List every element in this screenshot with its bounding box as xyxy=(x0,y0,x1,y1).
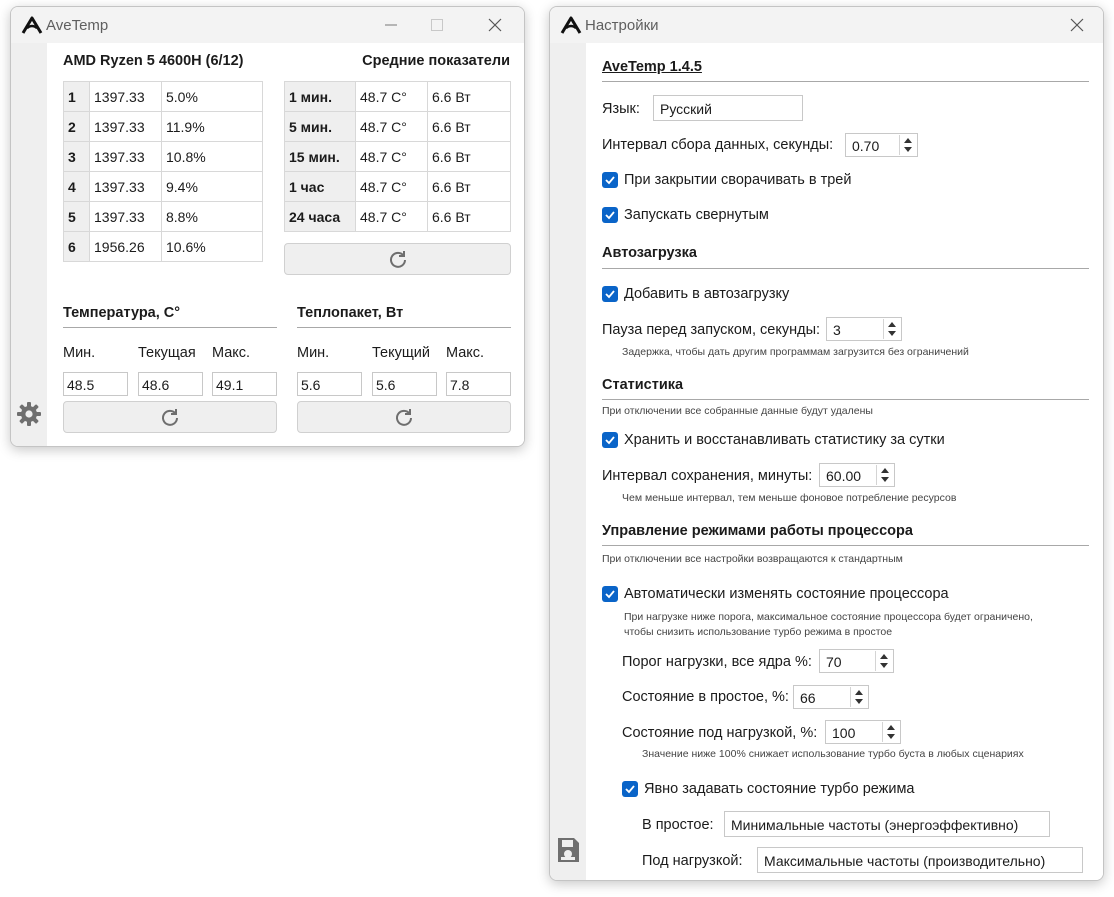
settings-close-button[interactable] xyxy=(1059,11,1104,39)
average-period: 5 мин. xyxy=(285,112,356,142)
auto-cpu-state-hint-line1: При нагрузке ниже порога, максимальное состояние процессора будет ограничено, xyxy=(624,611,1033,623)
interval-spin-arrows[interactable] xyxy=(899,135,915,155)
average-period: 24 часа xyxy=(285,202,356,232)
language-label: Язык: xyxy=(602,101,640,117)
power-reset-button[interactable] xyxy=(297,401,511,433)
start-minimized-checkbox[interactable] xyxy=(602,207,618,223)
refresh-icon xyxy=(394,407,414,427)
spin-up-icon[interactable] xyxy=(904,138,912,143)
spin-down-icon[interactable] xyxy=(855,699,863,704)
load-threshold-label: Порог нагрузки, все ядра %: xyxy=(622,654,812,670)
temp-min-label: Мин. xyxy=(63,345,96,361)
refresh-icon xyxy=(160,407,180,427)
auto-cpu-state-hint-line2: чтобы снизить использование турбо режима в простое xyxy=(624,626,893,638)
core-number: 1 xyxy=(64,82,90,112)
autostart-delay-value: 3 xyxy=(833,322,841,338)
idle-state-stepper[interactable] xyxy=(793,685,869,709)
main-window-title: AveTemp xyxy=(46,17,109,34)
temp-max-value: 49.1 xyxy=(212,372,277,396)
keep-statistics-checkbox[interactable] xyxy=(602,432,618,448)
cpu-name: AMD Ryzen 5 4600H (6/12) xyxy=(63,53,244,69)
spin-up-icon[interactable] xyxy=(887,725,895,730)
core-number: 4 xyxy=(64,172,90,202)
table-row xyxy=(64,172,263,202)
threshold-spin-arrows[interactable] xyxy=(875,651,891,671)
avetemp-logo-icon xyxy=(21,15,43,35)
minimize-to-tray-label: При закрытии сворачивать в трей xyxy=(624,172,852,188)
turbo-mode-label: Явно задавать состояние турбо режима xyxy=(644,781,915,797)
maximize-button[interactable] xyxy=(414,11,460,39)
load-state-label: Состояние под нагрузкой, %: xyxy=(622,725,818,741)
load-spin-arrows[interactable] xyxy=(882,722,898,742)
minimize-button[interactable] xyxy=(368,11,414,39)
core-load: 9.4% xyxy=(162,172,263,202)
load-state-value: 100 xyxy=(832,725,856,741)
spin-down-icon[interactable] xyxy=(887,734,895,739)
maximize-icon xyxy=(414,11,460,39)
idle-state-value: 66 xyxy=(800,690,816,706)
spin-up-icon[interactable] xyxy=(855,690,863,695)
settings-window xyxy=(549,6,1104,881)
averages-reset-button[interactable] xyxy=(284,243,511,275)
core-load: 11.9% xyxy=(162,112,263,142)
average-temperature: 48.7 C° xyxy=(356,112,428,142)
statistics-divider xyxy=(602,399,1089,400)
settings-content xyxy=(586,43,1103,880)
turbo-mode-checkbox[interactable] xyxy=(622,781,638,797)
start-minimized-label: Запускать свернутым xyxy=(624,207,769,223)
power-max-label: Макс. xyxy=(446,345,485,361)
average-power: 6.6 Вт xyxy=(428,112,511,142)
idle-state-label: Состояние в простое, %: xyxy=(622,689,789,705)
temperature-reset-button[interactable] xyxy=(63,401,277,433)
core-frequency: 1397.33 xyxy=(90,172,162,202)
save-interval-label: Интервал сохранения, минуты: xyxy=(602,468,813,484)
table-row xyxy=(64,142,263,172)
checkmark-icon xyxy=(604,434,616,446)
spin-down-icon[interactable] xyxy=(880,663,888,668)
save-interval-stepper[interactable] xyxy=(819,463,895,487)
core-load: 8.8% xyxy=(162,202,263,232)
statistics-hint: При отключении все собранные данные будут удалены xyxy=(602,405,873,417)
interval-label: Интервал сбора данных, секунды: xyxy=(602,137,834,153)
turbo-load-label: Под нагрузкой: xyxy=(642,853,743,869)
auto-cpu-state-checkbox[interactable] xyxy=(602,586,618,602)
spin-down-icon[interactable] xyxy=(888,331,896,336)
auto-cpu-state-label: Автоматически изменять состояние процессора xyxy=(624,586,949,602)
settings-titlebar[interactable] xyxy=(550,7,1103,43)
average-period: 1 час xyxy=(285,172,356,202)
temperature-divider xyxy=(63,327,277,328)
refresh-icon xyxy=(388,249,408,269)
checkmark-icon xyxy=(624,783,636,795)
power-max-value: 7.8 xyxy=(446,372,511,396)
table-row xyxy=(285,112,511,142)
power-min-label: Мин. xyxy=(297,345,330,361)
table-row xyxy=(64,202,263,232)
cores-table xyxy=(63,81,263,262)
avetemp-logo-icon xyxy=(560,15,582,35)
save-interval-spin-arrows[interactable] xyxy=(876,465,892,485)
checkmark-icon xyxy=(604,174,616,186)
core-number: 6 xyxy=(64,232,90,262)
average-power: 6.6 Вт xyxy=(428,172,511,202)
interval-value: 0.70 xyxy=(852,138,880,154)
core-frequency: 1397.33 xyxy=(90,202,162,232)
autostart-title: Автозагрузка xyxy=(602,245,697,261)
core-load: 10.6% xyxy=(162,232,263,262)
add-autostart-label: Добавить в автозагрузку xyxy=(624,286,790,302)
power-current-value: 5.6 xyxy=(372,372,437,396)
cores-table-body xyxy=(64,82,263,262)
average-temperature: 48.7 C° xyxy=(356,82,428,112)
interval-stepper[interactable] xyxy=(845,133,918,157)
table-row xyxy=(285,202,511,232)
load-state-stepper[interactable] xyxy=(825,720,901,744)
spin-down-icon[interactable] xyxy=(881,477,889,482)
table-row xyxy=(285,82,511,112)
close-button[interactable] xyxy=(472,11,518,39)
add-autostart-checkbox[interactable] xyxy=(602,286,618,302)
cpu-modes-hint: При отключении все настройки возвращаются к стандартным xyxy=(602,553,903,565)
power-divider xyxy=(297,327,511,328)
close-icon xyxy=(1059,11,1104,39)
core-number: 3 xyxy=(64,142,90,172)
average-period: 15 мин. xyxy=(285,142,356,172)
temp-current-label: Текущая xyxy=(138,345,196,361)
main-sidebar xyxy=(11,43,47,446)
power-min-value: 5.6 xyxy=(297,372,362,396)
checkmark-icon xyxy=(604,588,616,600)
averages-title: Средние показатели xyxy=(362,53,510,69)
core-frequency: 1397.33 xyxy=(90,142,162,172)
table-row xyxy=(285,142,511,172)
settings-window-title: Настройки xyxy=(585,17,659,34)
power-current-label: Текущий xyxy=(372,345,430,361)
language-select[interactable]: Русский xyxy=(653,95,803,121)
main-window xyxy=(10,6,525,447)
average-temperature: 48.7 C° xyxy=(356,172,428,202)
core-frequency: 1397.33 xyxy=(90,82,162,112)
core-frequency: 1397.33 xyxy=(90,112,162,142)
table-row xyxy=(285,172,511,202)
delay-spin-arrows[interactable] xyxy=(883,319,899,339)
load-threshold-value: 70 xyxy=(826,654,842,670)
average-temperature: 48.7 C° xyxy=(356,142,428,172)
autostart-delay-stepper[interactable] xyxy=(826,317,902,341)
close-icon xyxy=(472,11,518,39)
save-interval-hint: Чем меньше интервал, тем меньше фоновое потребление ресурсов xyxy=(622,492,957,504)
core-number: 2 xyxy=(64,112,90,142)
averages-table-body xyxy=(285,82,511,232)
spin-up-icon[interactable] xyxy=(880,654,888,659)
temperature-title: Температура, C° xyxy=(63,305,181,321)
average-power: 6.6 Вт xyxy=(428,82,511,112)
average-power: 6.6 Вт xyxy=(428,202,511,232)
averages-table xyxy=(284,81,511,232)
load-threshold-stepper[interactable] xyxy=(819,649,894,673)
save-icon[interactable] xyxy=(555,836,581,864)
spin-up-icon[interactable] xyxy=(888,322,896,327)
version-divider xyxy=(602,81,1089,82)
core-number: 5 xyxy=(64,202,90,232)
statistics-title: Статистика xyxy=(602,377,684,393)
minimize-icon xyxy=(368,11,414,39)
idle-spin-arrows[interactable] xyxy=(850,687,866,707)
spin-up-icon[interactable] xyxy=(881,468,889,473)
average-period: 1 мин. xyxy=(285,82,356,112)
temp-min-value: 48.5 xyxy=(63,372,128,396)
table-row xyxy=(64,112,263,142)
autostart-delay-hint: Задержка, чтобы дать другим программам загрузится без ограничений xyxy=(622,346,969,358)
core-load: 10.8% xyxy=(162,142,263,172)
turbo-idle-select[interactable]: Минимальные частоты (энергоэффективно) xyxy=(724,811,1050,837)
temp-current-value: 48.6 xyxy=(138,372,203,396)
table-row xyxy=(64,82,263,112)
power-title: Теплопакет, Вт xyxy=(297,305,404,321)
save-interval-value: 60.00 xyxy=(826,468,862,484)
cpu-modes-divider xyxy=(602,545,1089,546)
autostart-delay-label: Пауза перед запуском, секунды: xyxy=(602,322,821,338)
spin-down-icon[interactable] xyxy=(904,147,912,152)
checkmark-icon xyxy=(604,209,616,221)
cpu-modes-title: Управление режимами работы процессора xyxy=(602,523,913,539)
core-frequency: 1956.26 xyxy=(90,232,162,262)
minimize-to-tray-checkbox[interactable] xyxy=(602,172,618,188)
autostart-divider xyxy=(602,268,1089,269)
checkmark-icon xyxy=(604,288,616,300)
average-power: 6.6 Вт xyxy=(428,142,511,172)
keep-statistics-label: Хранить и восстанавливать статистику за сутки xyxy=(624,432,945,448)
main-titlebar[interactable] xyxy=(11,7,524,43)
turbo-idle-label: В простое: xyxy=(642,817,714,833)
app-version-link[interactable]: AveTemp 1.4.5 xyxy=(602,59,702,75)
core-load: 5.0% xyxy=(162,82,263,112)
settings-gear-icon[interactable] xyxy=(16,401,42,427)
settings-sidebar xyxy=(550,43,586,880)
load-state-hint: Значение ниже 100% снижает использование турбо буста в любых сценариях xyxy=(642,748,1024,760)
temp-max-label: Макс. xyxy=(212,345,251,361)
table-row xyxy=(64,232,263,262)
main-content xyxy=(47,43,524,446)
turbo-load-select[interactable]: Максимальные частоты (производительно) xyxy=(757,847,1083,873)
average-temperature: 48.7 C° xyxy=(356,202,428,232)
